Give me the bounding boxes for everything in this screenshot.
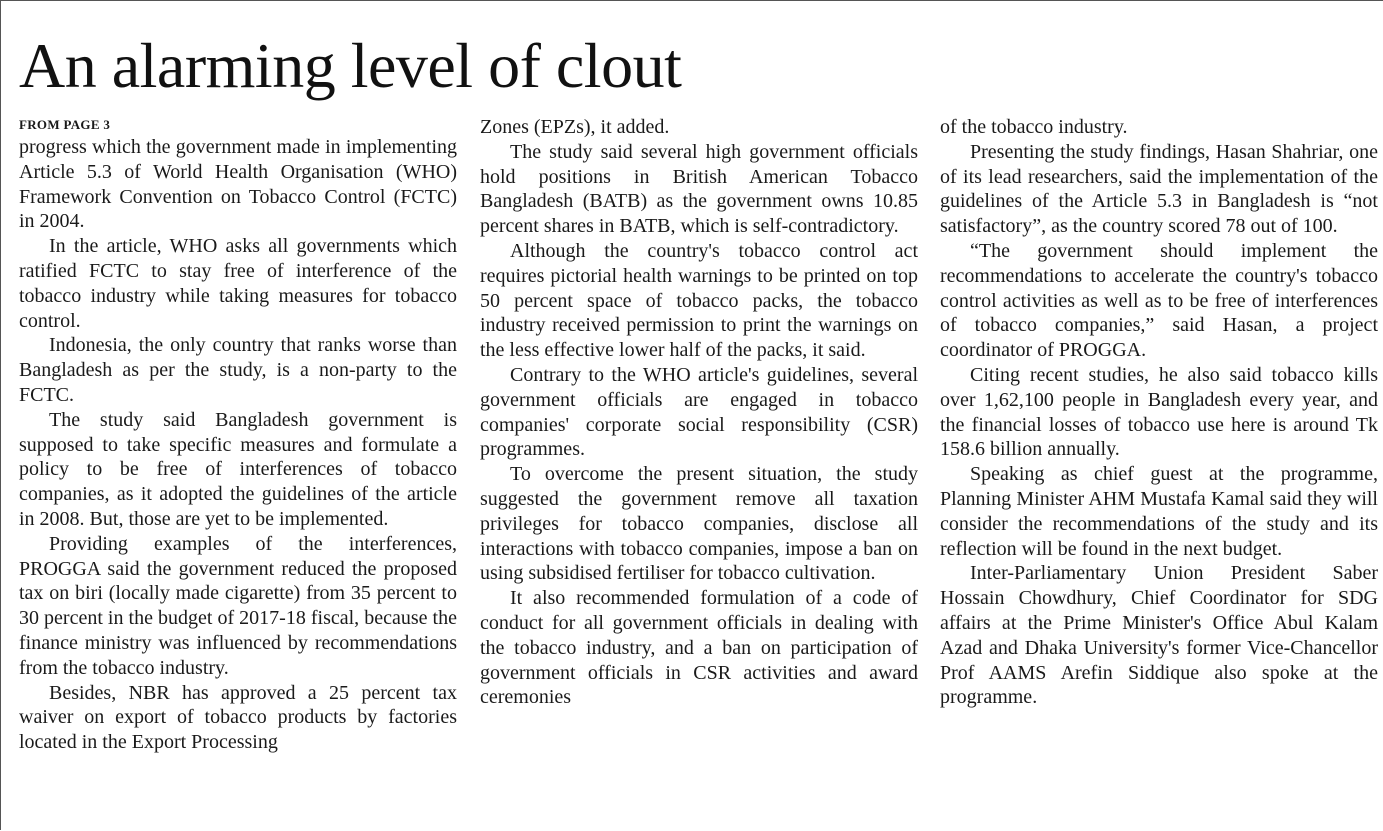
paragraph: of the tobacco industry. xyxy=(940,116,1128,138)
paragraph: Providing examples of the interferences, PROGGA said the government reduced the proposed tax on biri (locally made cigarette) from 35 percent to 30 percent in the budget of 2017-18 fiscal, because the finance ministry was influenced by recommendations from the tobacco industry. xyxy=(19,532,457,679)
paragraph: Contrary to the WHO article's guidelines, several government officials are engaged in tobacco companies' corporate social responsibility (CSR) programmes. xyxy=(480,363,918,461)
paragraph: Zones (EPZs), it added. xyxy=(480,116,670,138)
paragraph: Indonesia, the only country that ranks worse than Bangladesh as per the study, is a non-party to the FCTC. xyxy=(19,334,457,406)
paragraph: The study said Bangladesh government is supposed to take specific measures and formulate a policy to be free of interferences of tobacco companies, as it adopted the guidelines of the article in 2008. But, those are yet to be implemented. xyxy=(19,408,457,530)
article-column-2 xyxy=(480,115,918,829)
paragraph: progress which the government made in implementing Article 5.3 of World Health Organisation (WHO) Framework Convention on Tobacco Control (FCTC) in 2004. xyxy=(19,136,457,233)
article-column-3 xyxy=(940,115,1378,829)
article-column-1 xyxy=(19,117,457,831)
paragraph: Speaking as chief guest at the programme, Planning Minister AHM Mustafa Kamal said they will consider the recommendations of the study and its reflection will be found in the next budget. xyxy=(940,463,1378,560)
paragraph: Citing recent studies, he also said tobacco kills over 1,62,100 people in Bangladesh every year, and the financial losses of tobacco use here is around Tk 158.6 billion annually. xyxy=(940,363,1378,461)
paragraph: Presenting the study findings, Hasan Shahriar, one of its lead researchers, said the implementation of the guidelines of the Article 5.3 in Bangladesh is “not satisfactory”, as the country scored 78 out of 100. xyxy=(940,140,1378,238)
paragraph: Besides, NBR has approved a 25 percent tax waiver on export of tobacco products by factories located in the Export Processing xyxy=(19,681,457,754)
paragraph: “The government should implement the recommendations to accelerate the country's tobacco control activities as well as to be free of interferences of tobacco companies,” said Hasan, a project coordinator of PROGGA. xyxy=(940,239,1378,362)
continuation-kicker: FROM PAGE 3 xyxy=(19,117,111,132)
headline: An alarming level of clout xyxy=(19,30,682,101)
paragraph: To overcome the present situation, the study suggested the government remove all taxation privileges for tobacco companies, disclose all interactions with tobacco companies, impose a ban on using subsidised fertiliser for tobacco cultivation. xyxy=(480,463,918,585)
paragraph: The study said several high government officials hold positions in British American Tobacco Bangladesh (BATB) as the government owns 10.85 percent shares in BATB, which is self-contradictory. xyxy=(480,140,918,238)
paragraph: Although the country's tobacco control act requires pictorial health warnings to be printed on top 50 percent space of tobacco packs, the tobacco industry received permission to print the warnings on the less effective lower half of the packs, it said. xyxy=(480,239,918,362)
paragraph: Inter-Parliamentary Union President Saber Hossain Chowdhury, Chief Coordinator for SDG affairs at the Prime Minister's Office Abul Kalam Azad and Dhaka University's former Vice-Chancellor Prof AAMS Arefin Siddique also spoke at the programme. xyxy=(940,562,1378,709)
paragraph: It also recommended formulation of a code of conduct for all government officials in dealing with the tobacco industry, and a ban on participation of government officials in CSR activities and award ceremonies xyxy=(480,587,918,709)
paragraph: In the article, WHO asks all governments which ratified FCTC to stay free of interference of the tobacco industry while taking measures for tobacco control. xyxy=(19,235,457,332)
